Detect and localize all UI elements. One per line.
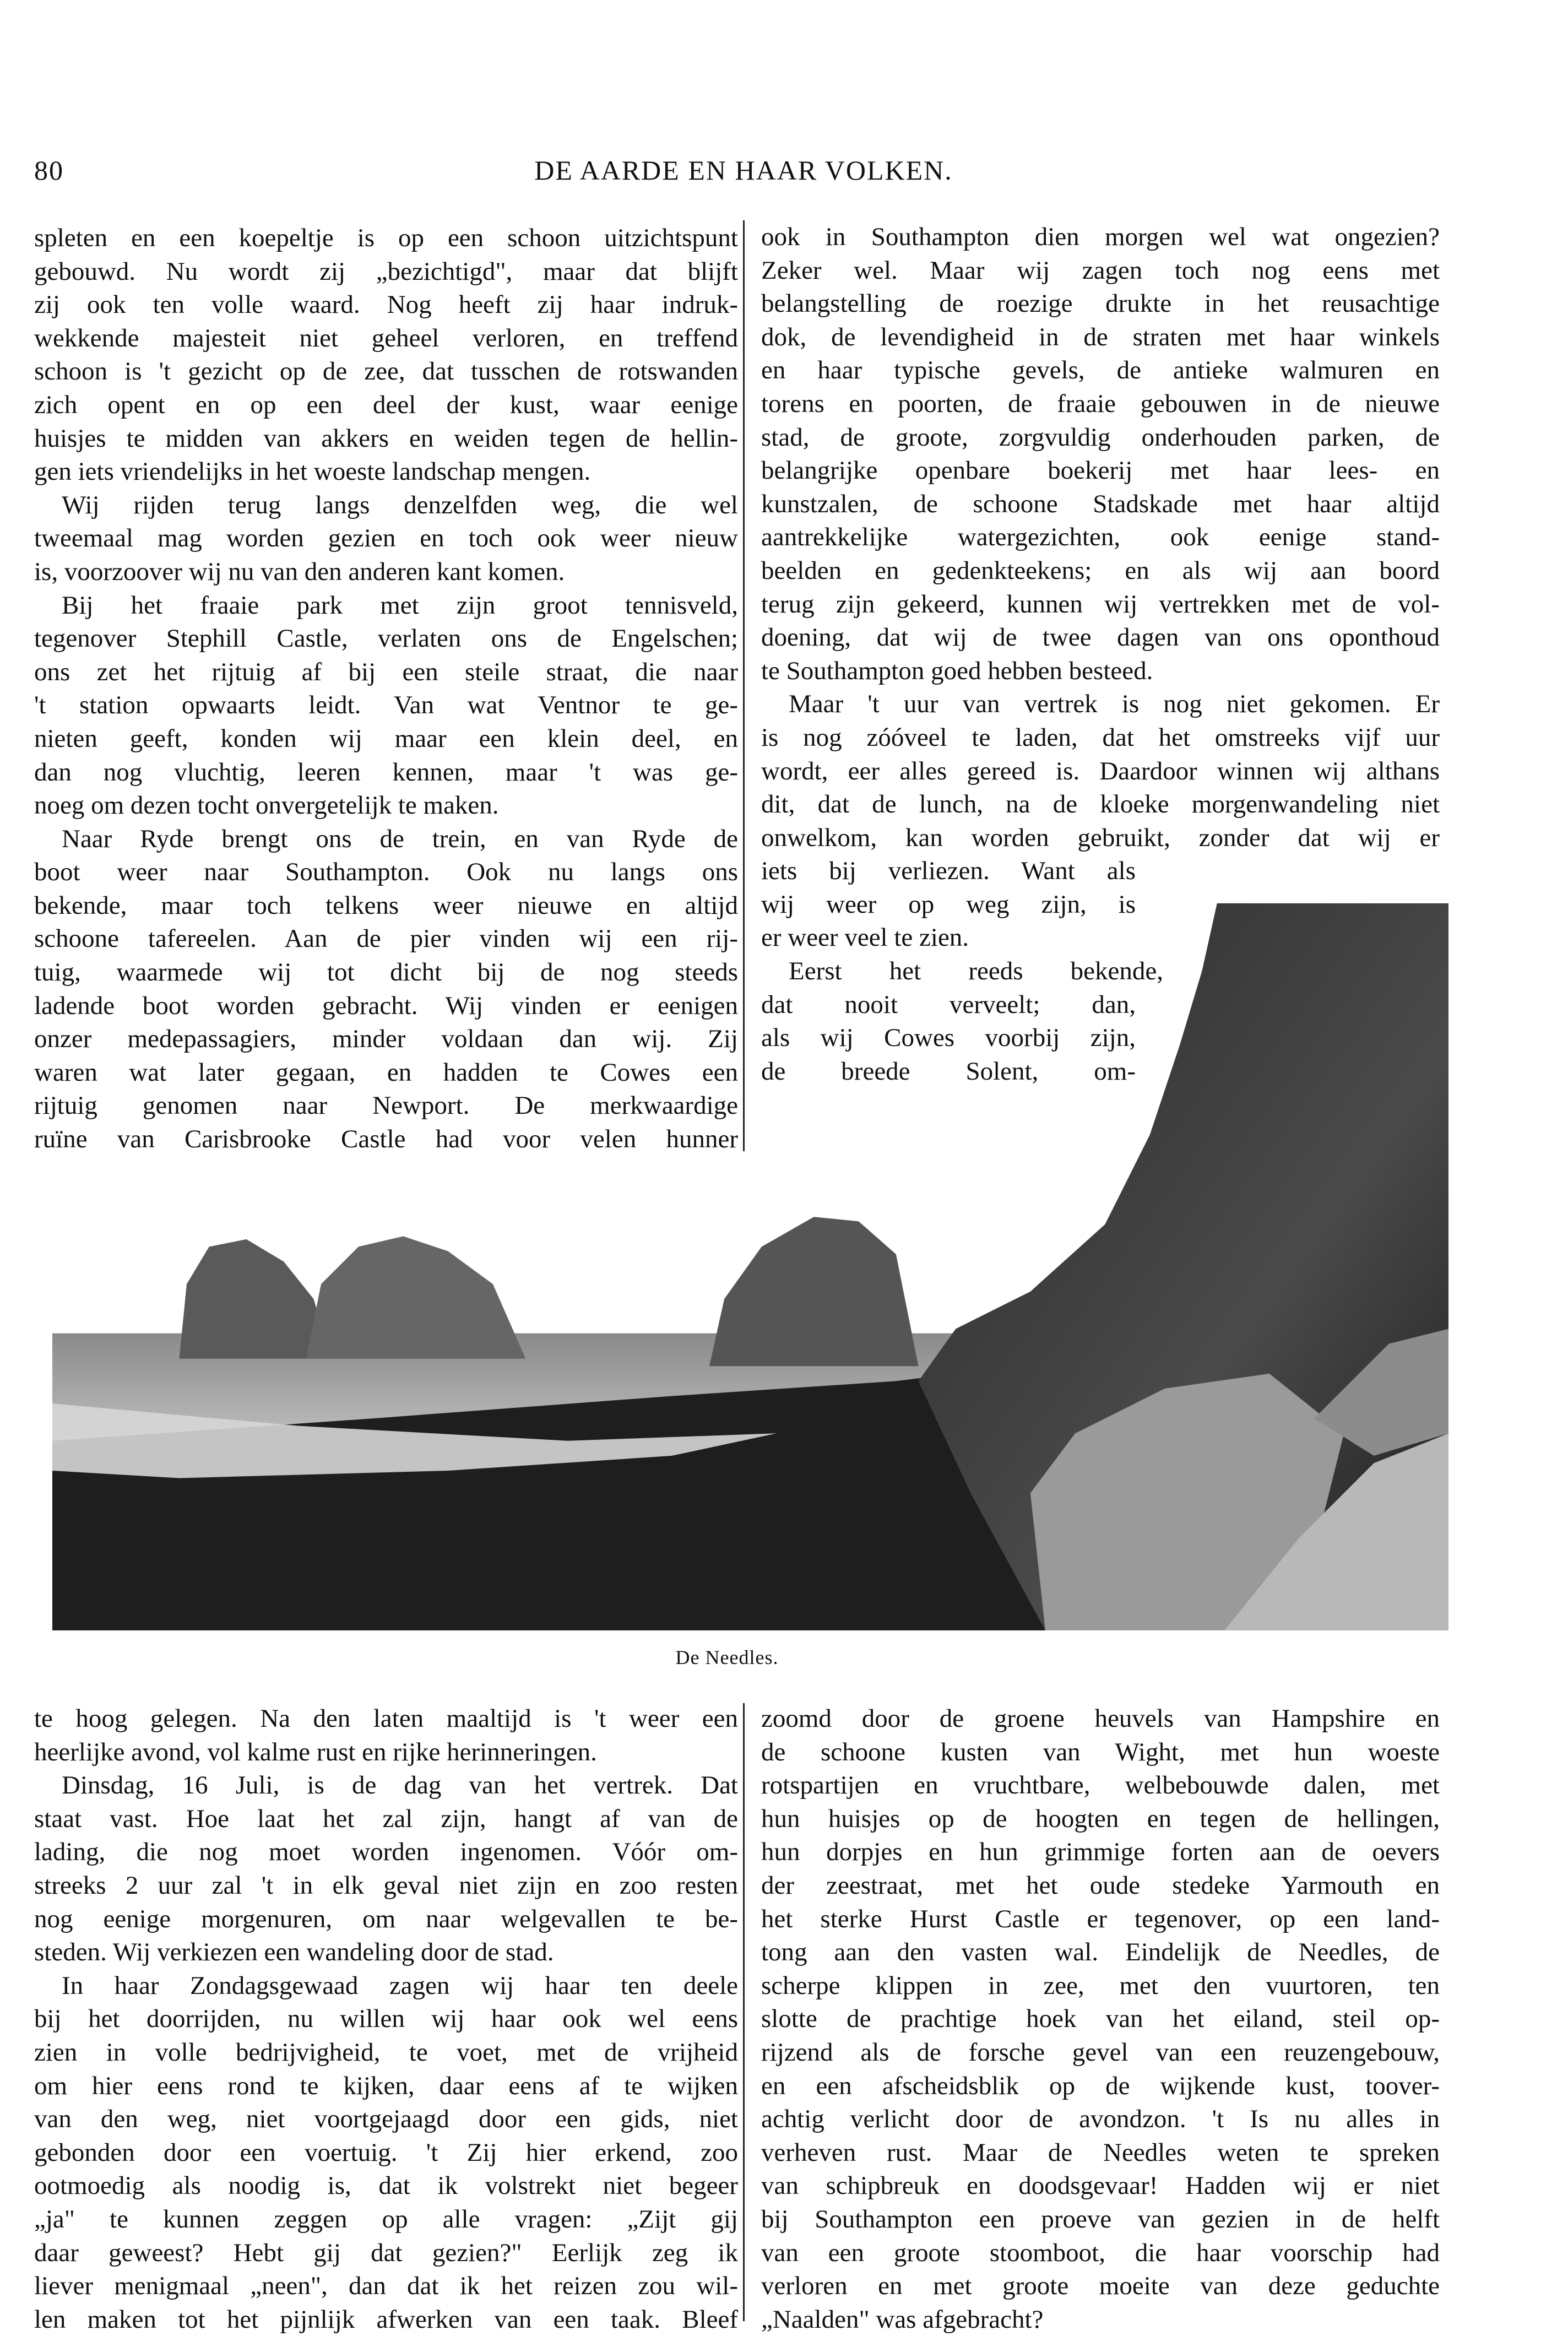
text-line: „Naalden" was afgebracht?	[761, 2305, 1044, 2334]
text-line: belangstelling de roezige drukte in het reusachtige	[761, 289, 1440, 318]
text-line: streeks 2 uur zal 't in elk geval niet zijn en zoo resten	[34, 1871, 738, 1900]
text-line: wekkende majesteit niet geheel verloren, en treffend	[34, 323, 738, 353]
text-line: verloren en met groote moeite van deze geduchte	[761, 2272, 1440, 2301]
text-line: om hier eens rond te kijken, daar eens af te wijken	[34, 2071, 738, 2100]
text-line: 't station opwaarts leidt. Van wat Ventnor te ge-	[34, 691, 738, 720]
text-line: ootmoedig als noodig is, dat ik volstrekt niet begeer	[34, 2171, 738, 2200]
text-line: waren wat later gegaan, en hadden te Cowes een	[34, 1058, 738, 1087]
text-line: van een groote stoomboot, die haar voorschip had	[761, 2238, 1440, 2267]
text-line: heerlijke avond, vol kalme rust en rijke herinneringen.	[34, 1737, 597, 1766]
text-line: stad, de groote, zorgvuldig onderhouden parken, de	[761, 422, 1440, 452]
text-line: de breede Solent, om-	[761, 1056, 1136, 1086]
text-line: bekende, maar toch telkens weer nieuwe en altijd	[34, 891, 738, 920]
text-line: ook in Southampton dien morgen wel wat ongezien?	[761, 223, 1440, 251]
text-line: zich opent en op een deel der kust, waar eenige	[34, 390, 738, 419]
text-line: ruïne van Carisbrooke Castle had voor velen hunner	[34, 1125, 738, 1154]
page-number: 80	[34, 155, 64, 186]
text-line: gebouwd. Nu wordt zij „bezichtigd", maar dat blijft	[34, 257, 738, 286]
text-line: is nog zóóveel te laden, dat het omstreeks vijf uur	[761, 723, 1440, 752]
text-line: rijtuig genomen naar Newport. De merkwaardige	[34, 1091, 738, 1120]
text-line: zij ook ten volle waard. Nog heeft zij haar indruk-	[34, 290, 738, 319]
text-line: bij Southampton een proeve van gezien in de helft	[761, 2204, 1440, 2234]
text-line: Wij rijden terug langs denzelfden weg, die wel	[62, 490, 738, 519]
text-line: de schoone kusten van Wight, met hun woeste	[761, 1737, 1440, 1766]
text-line: Naar Ryde brengt ons de trein, en van Ryde de	[62, 824, 738, 853]
text-line: tweemaal mag worden gezien en toch ook weer nieuw	[34, 524, 738, 553]
text-line: len maken tot het pijnlijk afwerken van een taak. Bleef	[34, 2305, 738, 2334]
text-line: schoone tafereelen. Aan de pier vinden wij een rij-	[34, 924, 738, 953]
text-line: aantrekkelijke watergezichten, ook eenige stand-	[761, 523, 1440, 552]
text-line: nog eenige morgenuren, om naar welgevallen te be-	[34, 1904, 738, 1933]
text-line: schoon is 't gezicht op de zee, dat tusschen de rotswanden	[34, 357, 738, 386]
text-line: achtig verlicht door de avondzon. 't Is nu alles in	[761, 2105, 1440, 2134]
text-line: onwelkom, kan worden gebruikt, zonder dat wij er	[761, 823, 1440, 852]
text-line: tong aan den vasten wal. Eindelijk de Needles, de	[761, 1938, 1440, 1967]
column-rule-top	[743, 220, 745, 1151]
text-line: wordt, eer alles gereed is. Daardoor winnen wij althans	[761, 756, 1440, 785]
text-line: belangrijke openbare boekerij met haar lees- en	[761, 456, 1440, 485]
text-line: boot weer naar Southampton. Ook nu langs ons	[34, 858, 738, 887]
column-bottom-right	[761, 1702, 1440, 2336]
text-line: van den weg, niet voortgejaagd door een gids, niet	[34, 2105, 738, 2134]
text-line: er weer veel te zien.	[761, 923, 969, 952]
text-line: van schipbreuk en doodsgevaar! Hadden wij er niet	[761, 2171, 1440, 2200]
text-line: Zeker wel. Maar wij zagen toch nog eens met	[761, 256, 1440, 285]
text-line: bij het doorrijden, nu willen wij haar ook wel eens	[34, 2004, 738, 2034]
text-line: wij weer op weg zijn, is	[761, 890, 1136, 919]
needles-rock-left	[179, 1239, 332, 1359]
text-line: ons zet het rijtuig af bij een steile straat, die naar	[34, 657, 738, 686]
column-bottom-left	[34, 1702, 738, 2336]
text-line: scherpe klippen in zee, met den vuurtoren, ten	[761, 1971, 1440, 2000]
text-line: verheven rust. Maar de Needles weten te spreken	[761, 2138, 1440, 2167]
text-line: Eerst het reeds bekende,	[789, 957, 1163, 986]
text-line: lading, die nog moet worden ingenomen. Vóór om-	[34, 1838, 738, 1867]
text-line: gebonden door een voertuig. 't Zij hier erkend, zoo	[34, 2138, 738, 2167]
text-line: huisjes te midden van akkers en weiden tegen de hellin-	[34, 424, 738, 453]
text-line: spleten en een koepeltje is op een schoon uitzichtspunt	[34, 224, 738, 252]
text-line: nieten geeft, konden wij maar een klein deel, en	[34, 724, 738, 753]
text-line: het sterke Hurst Castle er tegenover, op een land-	[761, 1904, 1440, 1933]
text-line: Maar 't uur van vertrek is nog niet gekomen. Er	[789, 690, 1440, 719]
text-line: hun dorpjes en hun grimmige forten aan de oevers	[761, 1838, 1440, 1867]
text-line: noeg om dezen tocht onvergetelijk te maken.	[34, 791, 499, 820]
text-line: doening, dat wij de twee dagen van ons oponthoud	[761, 623, 1440, 652]
text-line: „ja" te kunnen zeggen op alle vragen: „Zijt gij	[34, 2204, 738, 2234]
text-line: dat nooit verveelt; dan,	[761, 990, 1136, 1019]
text-line: liever menigmaal „neen", dan dat ik het reizen zou wil-	[34, 2272, 738, 2301]
text-line: te Southampton goed hebben besteed.	[761, 656, 1153, 685]
text-line: kunstzalen, de schoone Stadskade met haar altijd	[761, 489, 1440, 518]
column-top-left	[34, 221, 738, 1156]
text-line: beelden en gedenkteekens; en als wij aan boord	[761, 556, 1440, 585]
text-line: als wij Cowes voorbij zijn,	[761, 1023, 1136, 1053]
text-line: steden. Wij verkiezen een wandeling door de stad.	[34, 1938, 554, 1967]
text-line: gen iets vriendelijks in het woeste landschap mengen.	[34, 457, 591, 486]
text-line: torens en poorten, de fraaie gebouwen in de nieuwe	[761, 389, 1440, 418]
text-line: zoomd door de groene heuvels van Hampshire en	[761, 1704, 1440, 1733]
needles-rock-right	[709, 1217, 919, 1366]
text-line: te hoog gelegen. Na den laten maaltijd is 't weer een	[34, 1704, 738, 1733]
text-line: dan nog vluchtig, leeren kennen, maar 't was ge-	[34, 757, 738, 787]
column-rule-bottom	[743, 1703, 745, 2321]
text-line: onzer medepassagiers, minder voldaan dan wij. Zij	[34, 1025, 738, 1054]
text-line: zien in volle bedrijvigheid, te voet, met de vrijheid	[34, 2037, 738, 2067]
text-line: slotte de prachtige hoek van het eiland, steil op-	[761, 2004, 1440, 2034]
text-line: ladende boot worden gebracht. Wij vinden er eenigen	[34, 991, 738, 1020]
column-top-right	[761, 220, 1440, 1088]
text-line: iets bij verliezen. Want als	[761, 857, 1136, 886]
text-line: rotspartijen en vruchtbare, welbebouwde dalen, met	[761, 1771, 1440, 1800]
running-title: DE AARDE EN HAAR VOLKEN.	[534, 155, 953, 186]
text-line: staat vast. Hoe laat het zal zijn, hangt af van de	[34, 1804, 738, 1833]
text-line: tegenover Stephill Castle, verlaten ons de Engelschen;	[34, 624, 738, 653]
text-line: is, voorzoover wij nu van den anderen kant komen.	[34, 557, 565, 586]
text-line: tuig, waarmede wij tot dicht bij de nog steeds	[34, 958, 738, 987]
text-line: dok, de levendigheid in de straten met haar winkels	[761, 322, 1440, 351]
text-line: daar geweest? Hebt gij dat gezien?" Eerlijk zeg ik	[34, 2238, 738, 2267]
text-line: en haar typische gevels, de antieke walmuren en	[761, 356, 1440, 385]
text-line: en een afscheidsblik op de wijkende kust, toover-	[761, 2071, 1440, 2100]
text-line: hun huisjes op de hoogten en tegen de hellingen,	[761, 1804, 1440, 1833]
text-line: der zeestraat, met het oude stedeke Yarmouth en	[761, 1871, 1440, 1900]
text-line: Bij het fraaie park met zijn groot tennisveld,	[62, 590, 738, 620]
figure-caption: De Needles.	[675, 1646, 779, 1668]
text-line: In haar Zondagsgewaad zagen wij haar ten deele	[62, 1971, 738, 2000]
text-line: rijzend als de forsche gevel van een reuzengebouw,	[761, 2037, 1440, 2067]
needles-rock-middle	[306, 1236, 526, 1358]
text-line: Dinsdag, 16 Juli, is de dag van het vertrek. Dat	[62, 1771, 738, 1800]
text-line: terug zijn gekeerd, kunnen wij vertrekken met de vol-	[761, 589, 1440, 619]
text-line: dit, dat de lunch, na de kloeke morgenwandeling niet	[761, 790, 1440, 819]
